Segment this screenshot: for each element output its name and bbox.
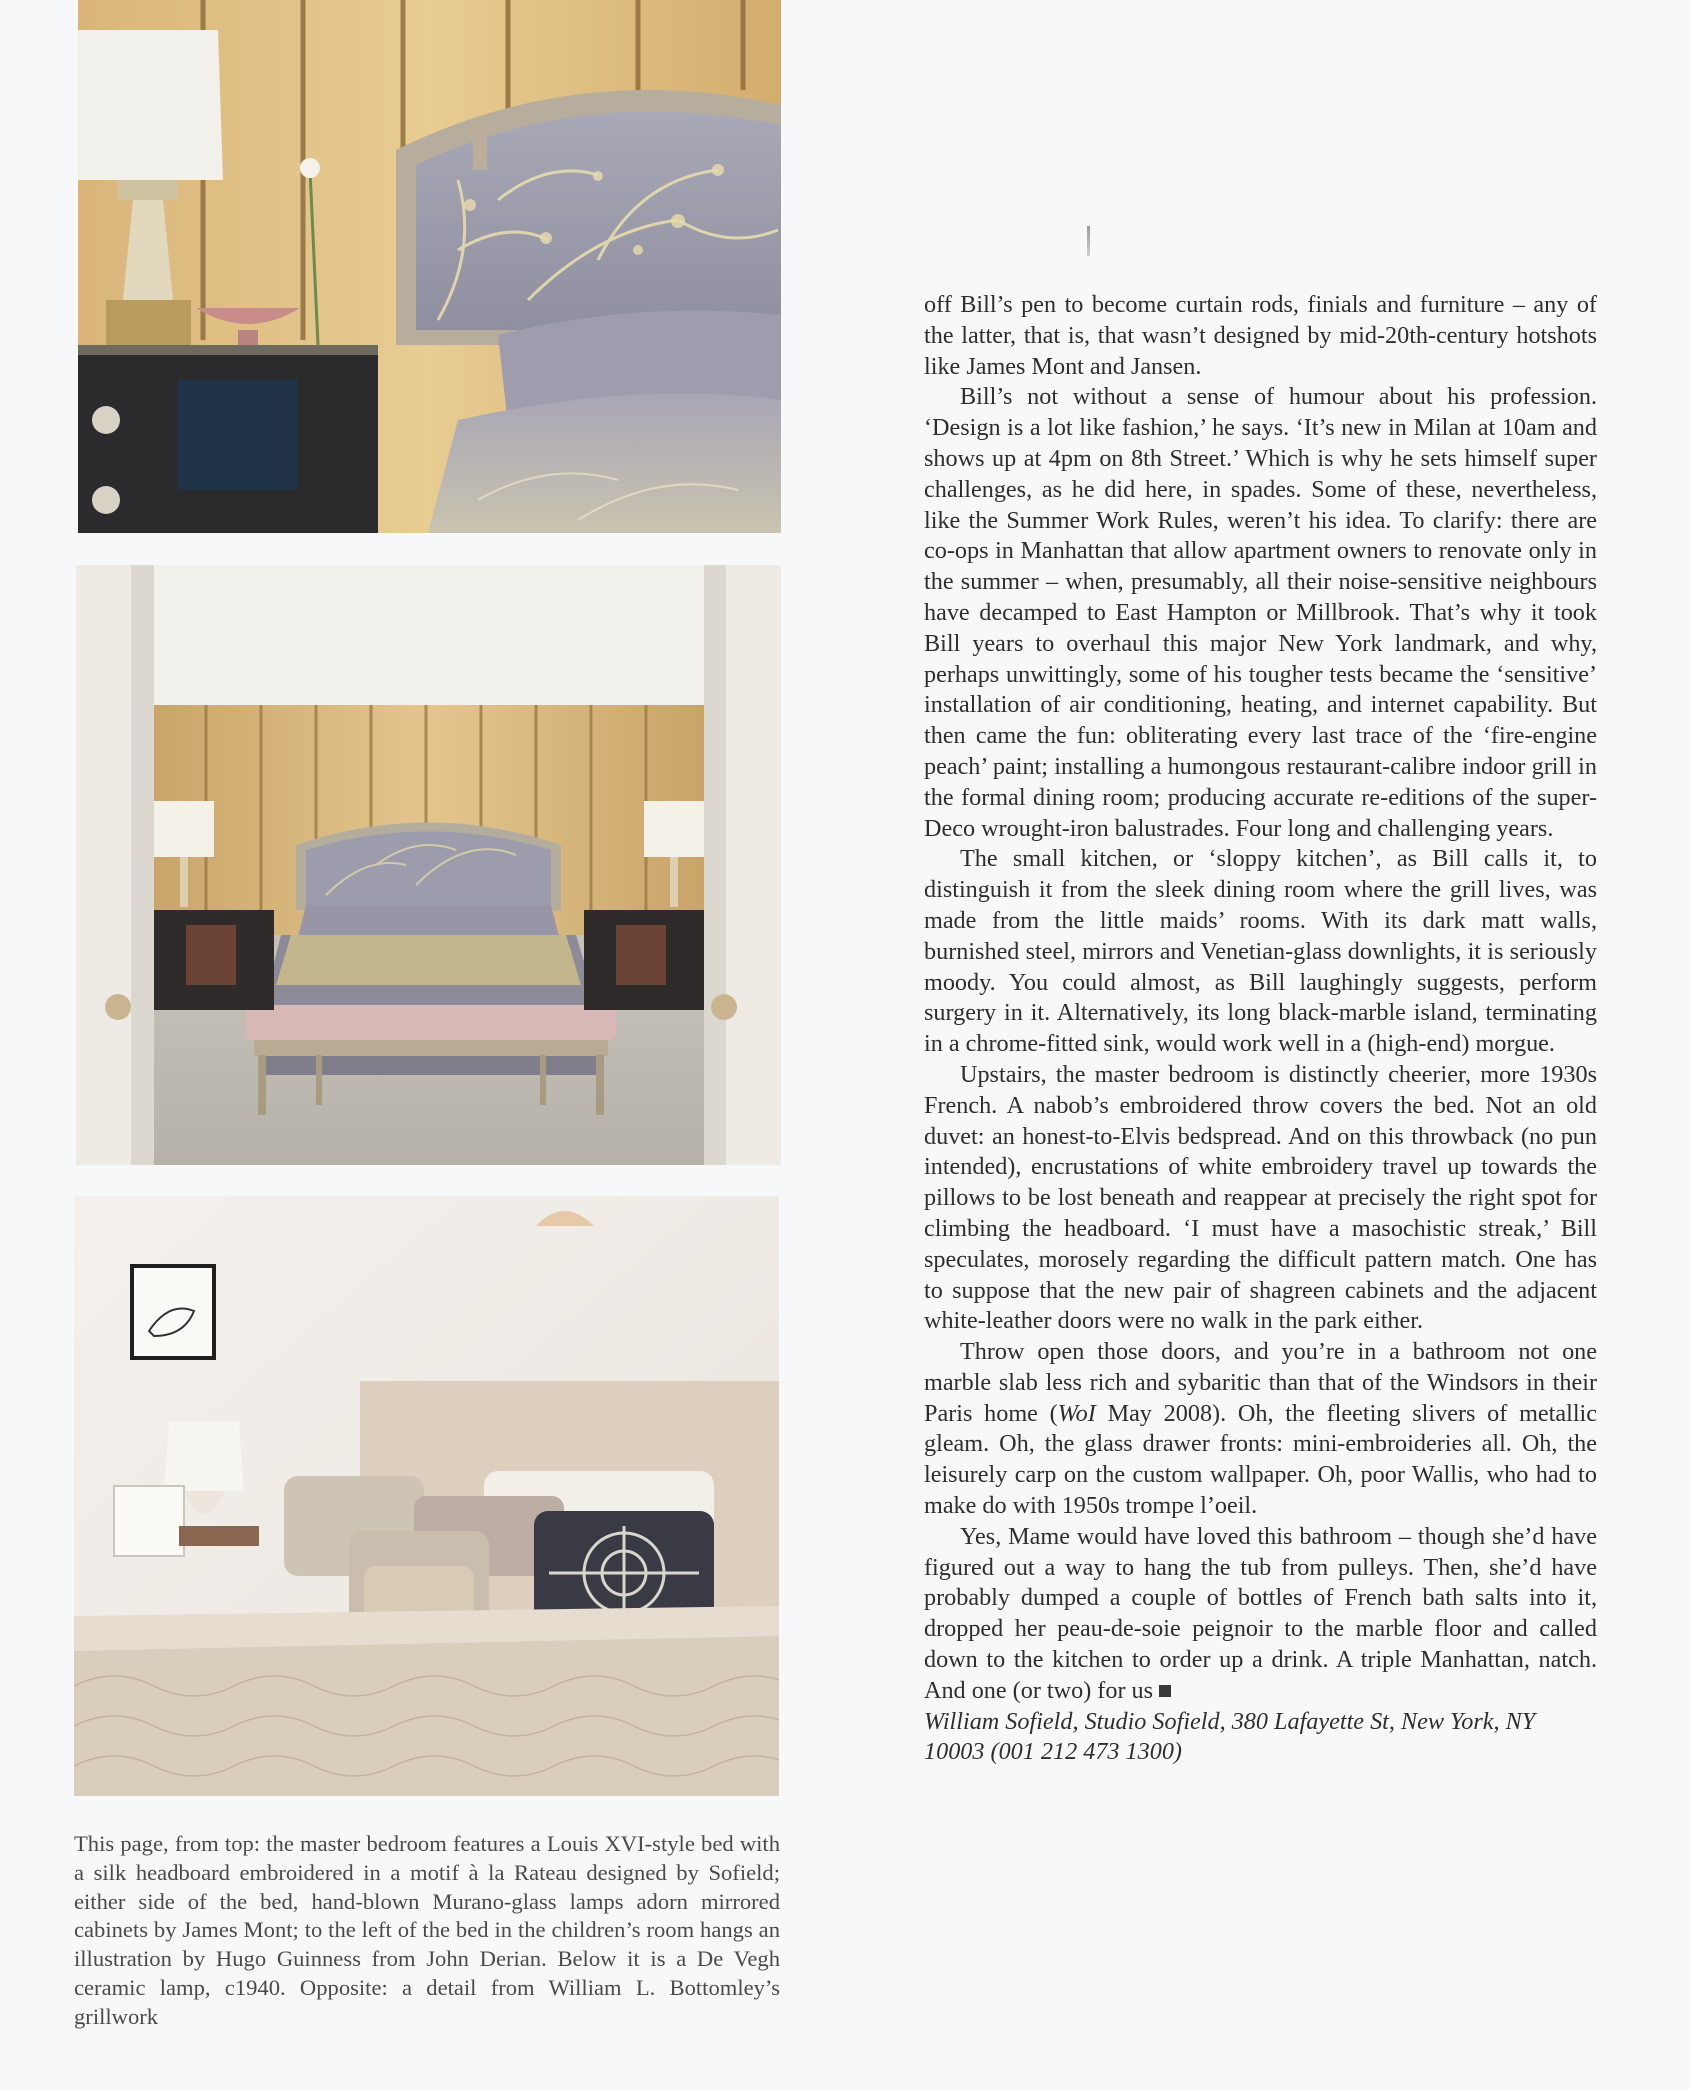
article-paragraph: off Bill’s pen to become curtain rods, finials and furniture – any of the latter, that is, that wasn’t designed by mid-20th-century hotshots like James Mont and Jansen. <box>924 291 1597 380</box>
paragraph-text: Throw open those doors, and you’re in a bathroom not one marble slab less rich and sybaritic than that of the Windsors in their Paris home ( <box>924 1338 1597 1427</box>
article-paragraph: Bill’s not without a sense of humour about his profession. ‘Design is a lot like fashion,’ he says. ‘It’s new in Milan at 10am and shows up at 4pm on 8th Street.’ Which is why he sets himself super challenges, as he did here, in spades. Some of these, nevertheless, like the Summer Work Rules, weren’t his idea. To clarify: there are co-ops in Manhattan that allow apartment owners to renovate only in the summer – when, presumably, all their noise-sensitive neighbours have decamped to East Hampton or Millbrook. That’s why it took Bill years to overhaul this major New York landmark, and why, perhaps unwittingly, some of his tougher tests became the ‘sensitive’ installation of air conditioning, heating, and internet capability. But then came the fun: obliterating every last trace of the ‘fire-engine peach’ paint; installing a humongous restaurant-calibre indoor grill in the formal dining room; producing accurate re-editions of the super-Deco wrought-iron balustrades. Four long and challenging years. <box>924 383 1597 842</box>
decorative-mark <box>1087 226 1090 256</box>
paragraph-text: Yes, Mame would have loved this bathroom – though she’d have figured out a way to hang the tub from pulleys. Then, she’d have probably dumped a couple of bottles of French bath salts into it, dropped her peau-de-soie peignoir to the marble floor and called down to the kitchen to order up a drink. A triple Manhattan, natch. And one (or two) for us <box>924 1522 1597 1704</box>
article-paragraph <box>924 1522 1597 1707</box>
master-bedroom-illustration <box>76 565 781 1165</box>
photo-caption: This page, from top: the master bedroom features a Louis XVI-style bed with a silk headboard embroidered in a motif à la Rateau designed by Sofield; either side of the bed, hand-blown Murano-glass lamps adorn mirrored cabinets by James Mont; to the left of the bed in the children’s room hangs an illustration by Hugo Guinness from John Derian. Below it is a De Vegh ceramic lamp, c1940. Opposite: a detail from William L. Bottomley’s grillwork <box>74 1831 780 2029</box>
article-paragraph: Upstairs, the master bedroom is distinctly cheerier, more 1930s French. A nabob’s embroidered throw covers the bed. Not an old duvet: an honest-to-Elvis bedspread. And on this throwback (no pun intended), encrustations of white embroidery travel up towards the pillows to be lost beneath and reappear at precisely the right spot for climbing the headboard. ‘I must have a masochistic streak,’ Bill speculates, morosely regarding the difficult pattern match. One has to suppose that the new pair of shagreen cabinets and the adjacent white-leather doors were no walk in the park either. <box>924 1060 1597 1335</box>
photo-headboard-detail <box>78 0 781 533</box>
article-body <box>924 290 1597 1768</box>
photo-master-bedroom <box>76 565 781 1165</box>
magazine-name: WoI <box>1057 1399 1096 1427</box>
studio-address: William Sofield, Studio Sofield, 380 Lafayette St, New York, NY 10003 (001 212 473 1300) <box>924 1707 1536 1766</box>
end-mark-icon <box>1159 1685 1171 1697</box>
article-paragraph <box>924 1337 1597 1522</box>
article-paragraph: The small kitchen, or ‘sloppy kitchen’, as Bill calls it, to distinguish it from the sleek dining room where the grill lives, was made from the little maids’ rooms. With its dark matt walls, burnished steel, mirrors and Venetian-glass downlights, it is seriously moody. You could almost, as Bill laughingly suggests, perform surgery in it. Alternatively, its long black-marble island, terminating in a chrome-fitted sink, would work well in a (high-end) morgue. <box>924 845 1597 1058</box>
photo-childrens-room <box>74 1196 779 1796</box>
paragraph-text: May 2008). Oh, the fleeting slivers of metallic gleam. Oh, the glass drawer fronts: mini-embroideries all. Oh, the leisurely carp on the custom wallpaper. Oh, poor Wallis, who had to make do with 1950s trompe l’oeil. <box>924 1399 1598 1520</box>
headboard-detail-illustration <box>78 0 781 533</box>
childrens-room-illustration <box>74 1196 779 1796</box>
